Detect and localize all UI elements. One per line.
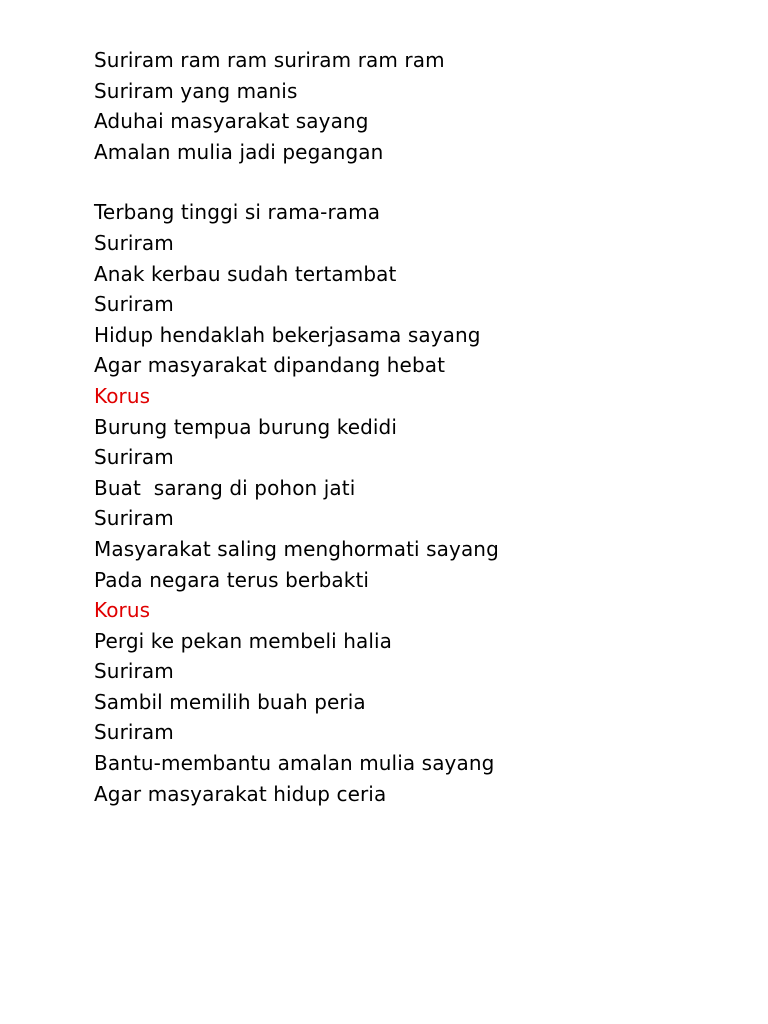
lyric-line: Agar masyarakat hidup ceria xyxy=(94,781,387,806)
lyric-line: Hidup hendaklah bekerjasama sayang xyxy=(94,322,481,347)
lyric-line: Buat sarang di pohon jati xyxy=(94,475,356,500)
lyric-line: Terbang tinggi si rama-rama xyxy=(94,200,381,225)
lyric-line: Masyarakat saling menghormati sayang xyxy=(94,536,499,561)
lyric-line: Anak kerbau sudah tertambat xyxy=(94,261,397,286)
lyric-line: Pergi ke pekan membeli halia xyxy=(94,628,393,653)
lyric-line: Suriram xyxy=(94,292,174,317)
lyric-line: Suriram xyxy=(94,720,174,745)
lyric-line: Aduhai masyarakat sayang xyxy=(94,109,369,134)
lyric-line: Suriram xyxy=(94,445,174,470)
stanza-chorus-intro xyxy=(94,45,734,167)
lyric-line: Pada negara terus berbakti xyxy=(94,567,370,592)
lyric-line: Suriram xyxy=(94,659,174,684)
lyric-line: Burung tempua burung kedidi xyxy=(94,414,398,439)
lyric-line: Suriram yang manis xyxy=(94,78,298,103)
lyric-line: Bantu-membantu amalan mulia sayang xyxy=(94,751,495,776)
lyrics-page xyxy=(94,45,734,809)
chorus-marker: Korus xyxy=(94,383,151,408)
lyric-line: Suriram xyxy=(94,506,174,531)
lyric-line: Agar masyarakat dipandang hebat xyxy=(94,353,446,378)
chorus-marker: Korus xyxy=(94,598,151,623)
lyric-line: Amalan mulia jadi pegangan xyxy=(94,139,384,164)
stanza-verses xyxy=(94,197,734,809)
lyric-line: Sambil memilih buah peria xyxy=(94,689,366,714)
lyric-line: Suriram ram ram suriram ram ram xyxy=(94,48,445,72)
lyric-line: Suriram xyxy=(94,230,174,255)
